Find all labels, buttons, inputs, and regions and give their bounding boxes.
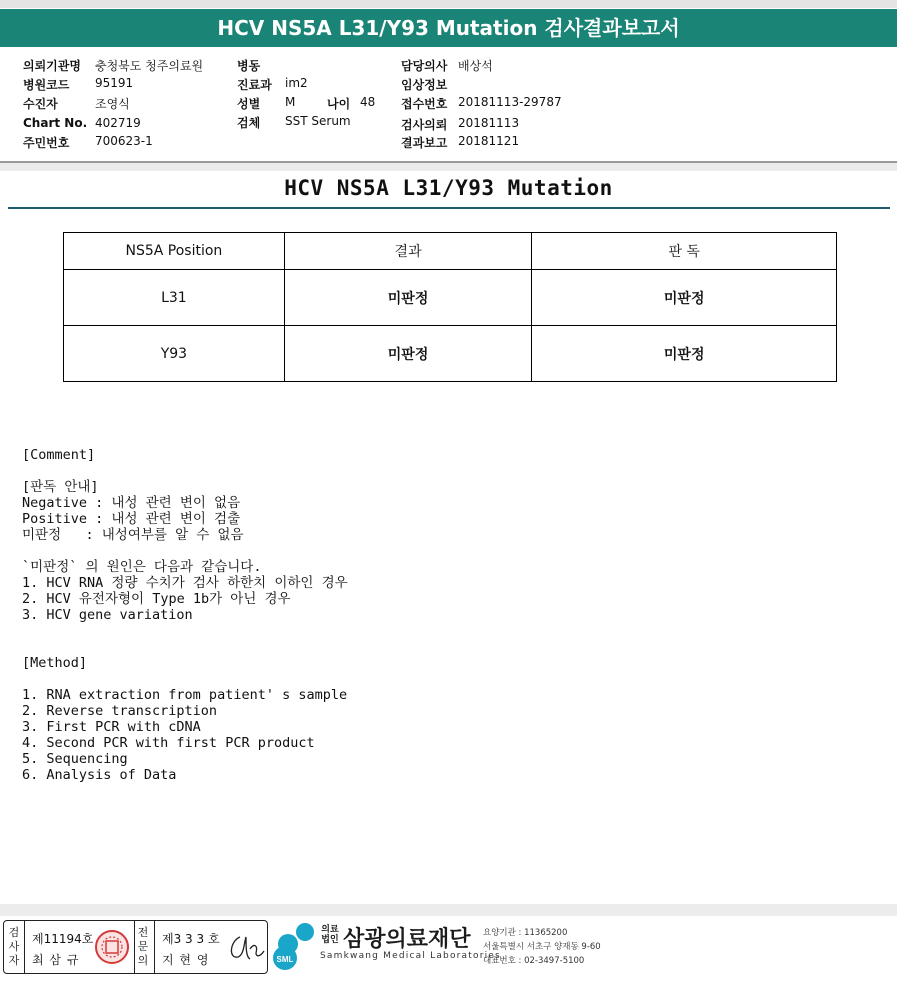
receipt-label: 접수번호 xyxy=(401,97,448,111)
chart-value: 402719 xyxy=(95,116,141,130)
sml-logo-icon xyxy=(272,920,318,972)
receipt-value: 20181113-29787 xyxy=(458,95,562,109)
examiner-label: 검사자 xyxy=(8,926,20,967)
table-row xyxy=(64,270,837,326)
results-table xyxy=(63,232,837,382)
report-title-underline xyxy=(8,207,890,209)
report-date-label: 결과보고 xyxy=(401,136,448,150)
dept-label: 진료과 xyxy=(237,78,272,92)
method-section: [Method] 1. RNA extraction from patient' s sample 2. Reverse transcription 3. First PCR with cDNA 4. Second PCR with first PCR product 5. Sequencing 6. Analysis of Data xyxy=(22,655,348,783)
patient-info xyxy=(0,47,897,163)
divider xyxy=(24,921,25,973)
examiner-name: 최 삼 규 xyxy=(32,953,80,967)
hospital-value: 충청북도 청주의료원 xyxy=(95,59,204,73)
hospital-label: 의뢰기관명 xyxy=(23,59,81,73)
org-address: 서울특별시 서초구 양재동 9-60 xyxy=(483,942,601,952)
signature-box xyxy=(3,920,268,974)
doctor-label: 담당의사 xyxy=(401,59,448,73)
footer-band xyxy=(0,904,897,916)
hosp-code-value: 95191 xyxy=(95,76,134,90)
specialist-number: 제3 3 3 호 xyxy=(162,932,220,946)
org-phone: 대표번호 : 02-3497-5100 xyxy=(483,956,585,966)
cell-position: Y93 xyxy=(64,326,285,382)
id-value: 700623-1 xyxy=(95,134,153,148)
age-value: 48 xyxy=(360,95,376,109)
sex-value: M xyxy=(285,95,296,109)
cell-interpretation: 미판정 xyxy=(532,270,837,326)
report-title: HCV NS5A L31/Y93 Mutation xyxy=(284,176,613,200)
header-result: 결과 xyxy=(284,233,532,270)
table-header-row xyxy=(64,233,837,270)
logo-text: SML xyxy=(276,955,294,964)
specimen-label: 검체 xyxy=(237,116,261,130)
cell-interpretation: 미판정 xyxy=(532,326,837,382)
signature-icon xyxy=(226,931,266,965)
sex-label: 성별 xyxy=(237,97,261,111)
cell-position: L31 xyxy=(64,270,285,326)
org-prefix: 의료법인 xyxy=(321,925,339,945)
request-label: 검사의뢰 xyxy=(401,118,448,132)
divider xyxy=(154,921,155,973)
specialist-name: 지 현 영 xyxy=(162,953,210,967)
divider xyxy=(134,921,135,973)
patient-label: 수진자 xyxy=(23,97,58,111)
chart-label: Chart No. xyxy=(23,116,88,130)
ward-label: 병동 xyxy=(237,59,261,73)
cell-result: 미판정 xyxy=(284,270,532,326)
examiner-number: 제11194호 xyxy=(32,932,94,946)
patient-value: 조영식 xyxy=(95,97,130,111)
specialist-label: 전문의 xyxy=(137,926,149,967)
org-code: 요양기관 : 11365200 xyxy=(483,928,568,938)
page-title: HCV NS5A L31/Y93 Mutation 검사결과보고서 xyxy=(0,9,897,47)
org-name: 삼광의료재단 xyxy=(343,927,471,952)
cell-result: 미판정 xyxy=(284,326,532,382)
gray-band xyxy=(0,163,897,171)
doctor-value: 배상석 xyxy=(458,59,493,73)
age-label: 나이 xyxy=(327,97,351,111)
clinical-label: 임상정보 xyxy=(401,78,448,92)
table-row xyxy=(64,326,837,382)
report-date-value: 20181121 xyxy=(458,134,520,148)
specimen-value: SST Serum xyxy=(285,114,351,128)
header-interpretation: 판 독 xyxy=(532,233,837,270)
dept-value: im2 xyxy=(285,76,308,90)
hosp-code-label: 병원코드 xyxy=(23,78,70,92)
header-position: NS5A Position xyxy=(64,233,285,270)
request-value: 20181113 xyxy=(458,116,520,130)
org-english-name: Samkwang Medical Laboratories xyxy=(320,951,501,961)
id-label: 주민번호 xyxy=(23,136,70,150)
top-strip xyxy=(0,0,897,8)
comment-section: [Comment] [판독 안내] Negative : 내성 관련 변이 없음 Positive : 내성 관련 변이 검출 미판정 : 내성여부를 알 수 없음 `미판정` 의 원인은 다음과 같습니다. 1. HCV RNA 정량 수치가 검사 하한치 이하인 경우 2. HCV 유전자형이 Type 1b가 아닌 경우 3. HCV gene variation xyxy=(22,447,348,623)
seal-icon xyxy=(94,929,130,965)
